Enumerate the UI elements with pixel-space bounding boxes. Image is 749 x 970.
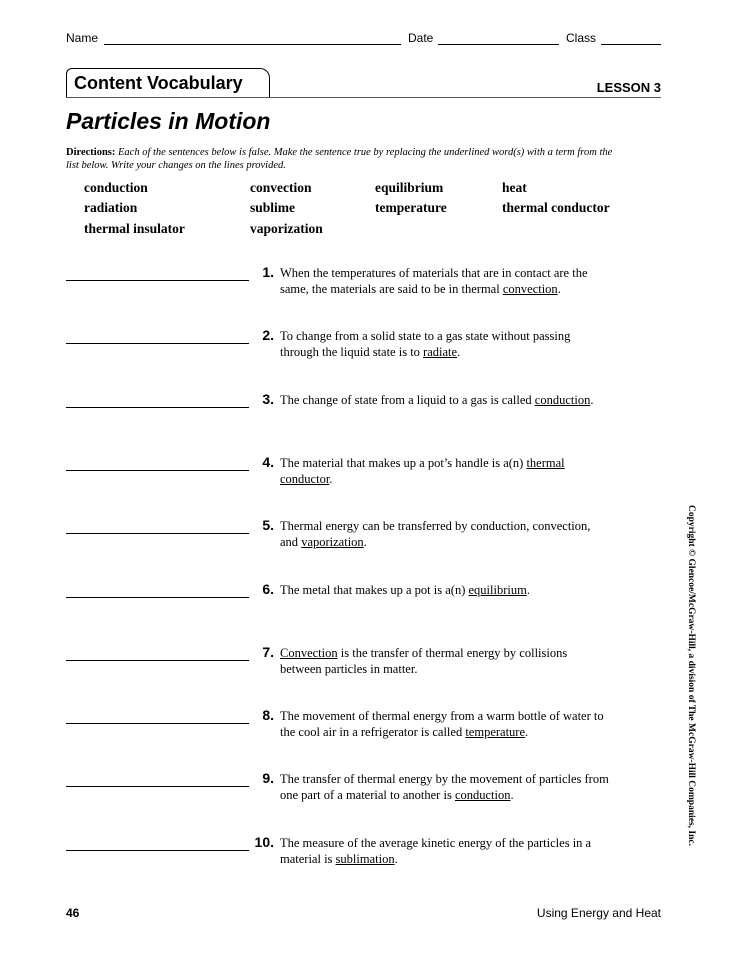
question-number: 7. — [262, 644, 274, 660]
directions-label: Directions: — [66, 147, 116, 158]
tab-title: Content Vocabulary — [74, 73, 243, 93]
question-text — [280, 582, 610, 598]
underlined-term: convection — [502, 282, 558, 296]
class-line[interactable] — [601, 44, 661, 45]
book-title: Using Energy and Heat — [536, 906, 661, 920]
answer-line[interactable] — [66, 470, 249, 471]
underlined-term: thermal conductor — [280, 456, 565, 486]
page-number: 46 — [66, 906, 80, 920]
question-number: 4. — [262, 454, 274, 470]
underlined-term: vaporization — [301, 535, 364, 549]
term-item: radiation — [84, 200, 138, 215]
question-text-after: . — [557, 282, 561, 296]
question-text-before: The movement of thermal energy from a warm bottle of water to the cool air in a refrigerator is called — [280, 709, 604, 739]
answer-line[interactable] — [66, 280, 249, 281]
term-item: convection — [250, 180, 312, 195]
answer-line[interactable] — [66, 343, 249, 344]
term-item: vaporization — [250, 221, 323, 236]
copyright-text: Copyright © Glencoe/McGraw-Hill, a division of The McGraw-Hill Companies, Inc. — [686, 505, 696, 846]
answer-line[interactable] — [66, 786, 249, 787]
answer-line[interactable] — [66, 597, 249, 598]
answer-line[interactable] — [66, 660, 249, 661]
question-text — [280, 455, 610, 487]
question-text-before: Thermal energy can be transferred by conduction, convection, and — [280, 519, 591, 549]
copyright-notice — [682, 505, 702, 846]
question-text-before: The material that makes up a pot’s handle is a(n) — [280, 456, 527, 470]
question-text-after: . — [394, 852, 398, 866]
question-text-before: To change from a solid state to a gas state without passing through the liquid state is to — [280, 329, 571, 359]
question-text-after: . — [510, 788, 514, 802]
directions — [66, 146, 626, 172]
question-text — [280, 835, 610, 867]
question-text — [280, 708, 610, 740]
question-text-before: When the temperatures of materials that are in contact are the same, the materials are said to be in thermal — [280, 266, 588, 296]
date-label: Date — [408, 31, 434, 45]
question-text-before: The measure of the average kinetic energy of the particles in a material is — [280, 836, 592, 866]
answer-line[interactable] — [66, 533, 249, 534]
question-number: 6. — [262, 581, 274, 597]
question-text — [280, 771, 610, 803]
answer-line[interactable] — [66, 407, 249, 408]
underlined-term: equilibrium — [468, 583, 527, 597]
question-text-after: . — [590, 393, 594, 407]
question-text — [280, 392, 610, 408]
name-line[interactable] — [104, 44, 401, 45]
question-text — [280, 265, 610, 297]
question-text-after: . — [363, 535, 367, 549]
question-text-after: . — [329, 472, 333, 486]
question-text-after: . — [457, 345, 461, 359]
term-item: conduction — [84, 180, 148, 195]
name-label: Name — [66, 31, 99, 45]
question-text — [280, 328, 610, 360]
question-number: 1. — [262, 264, 274, 280]
directions-text: Each of the sentences below is false. Make the sentence true by replacing the underlined word(s) with a term from the list below. Write your changes on the lines provided. — [66, 147, 613, 171]
class-label: Class — [566, 31, 597, 45]
header-divider — [66, 97, 661, 98]
underlined-term: temperature — [465, 725, 526, 739]
question-text-before: The metal that makes up a pot is a(n) — [280, 583, 469, 597]
underlined-term: conduction — [454, 788, 511, 802]
question-number: 2. — [262, 327, 274, 343]
question-text-after: is the transfer of thermal energy by collisions between particles in matter. — [280, 646, 568, 676]
question-number: 8. — [262, 707, 274, 723]
question-text — [280, 518, 610, 550]
date-line[interactable] — [438, 44, 559, 45]
question-text-before: The transfer of thermal energy by the movement of particles from one part of a material to another is — [280, 772, 609, 802]
term-item: temperature — [375, 200, 447, 215]
term-item: thermal insulator — [84, 221, 185, 236]
lesson-label: LESSON 3 — [596, 80, 661, 95]
underlined-term: sublimation — [335, 852, 395, 866]
term-item: sublime — [250, 200, 296, 215]
question-text-after: . — [526, 583, 530, 597]
underlined-term: conduction — [534, 393, 591, 407]
question-number: 10. — [254, 834, 274, 850]
answer-line[interactable] — [66, 723, 249, 724]
question-number: 3. — [262, 391, 274, 407]
term-item: equilibrium — [375, 180, 444, 195]
underlined-term: Convection — [280, 646, 338, 660]
question-number: 5. — [262, 517, 274, 533]
answer-line[interactable] — [66, 850, 249, 851]
underlined-term: radiate — [423, 345, 458, 359]
page-title: Particles in Motion — [66, 108, 271, 134]
term-item: thermal conductor — [502, 200, 610, 215]
term-item: heat — [502, 180, 527, 195]
question-text — [280, 645, 610, 677]
question-text-before: The change of state from a liquid to a gas is called — [280, 393, 535, 407]
question-number: 9. — [262, 770, 274, 786]
question-text-after: . — [525, 725, 529, 739]
